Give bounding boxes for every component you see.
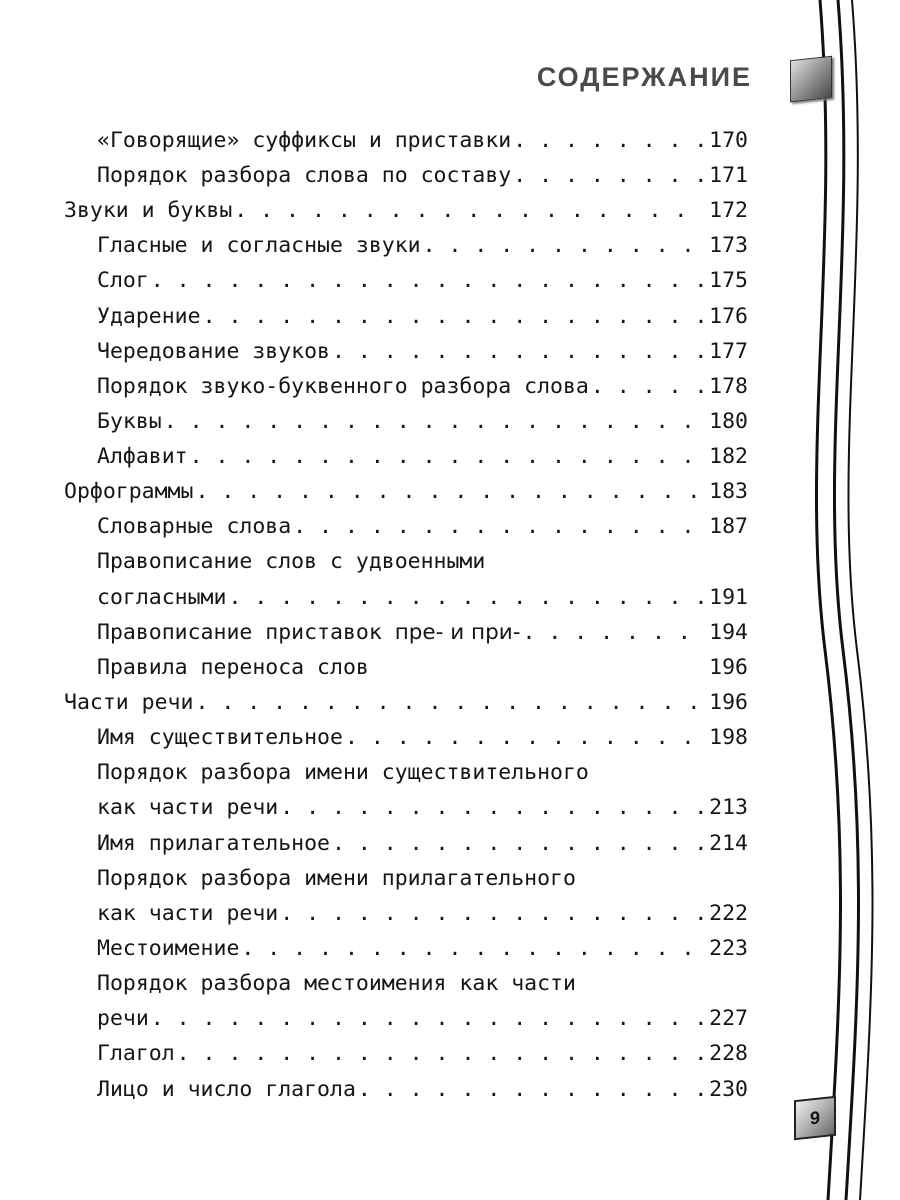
toc-entry[interactable]	[97, 225, 748, 261]
toc-entry-label-main: Правописание приставок	[97, 620, 395, 645]
toc-entry-page: 178	[709, 374, 748, 399]
toc-entry-page: 213	[709, 795, 748, 820]
toc-entry-label: согласными	[97, 585, 227, 610]
toc-entry-label: Словарные слова	[97, 514, 292, 539]
toc-entry-page: 180	[709, 409, 748, 434]
toc-entry-page: 222	[709, 901, 748, 926]
toc-entry-page: 170	[709, 128, 748, 153]
toc-entry[interactable]	[97, 296, 748, 332]
toc-entry[interactable]	[97, 366, 748, 402]
toc-entry-page: 191	[709, 585, 748, 610]
toc-entry-page: 198	[709, 725, 748, 750]
toc-entry-continued[interactable]	[97, 963, 748, 999]
toc-entry-label	[97, 618, 523, 648]
toc-entry-label: «Говорящие» суффиксы и приставки	[97, 128, 512, 153]
toc-dot-leader	[234, 196, 703, 226]
toc-entry[interactable]	[97, 647, 748, 683]
toc-dot-leader	[423, 231, 704, 261]
toc-entry-label: Лицо и число глагола	[97, 1077, 356, 1102]
toc-entry-label: Имя существительное	[97, 725, 343, 750]
toc-entry-page: 214	[709, 831, 748, 856]
toc-entry-label: Алфавит	[97, 444, 188, 469]
toc-entry-page: 182	[709, 444, 748, 469]
toc-entry-label: как части речи	[97, 901, 279, 926]
toc-dot-leader	[195, 688, 703, 718]
toc-entry-page: 223	[709, 936, 748, 961]
toc-entry[interactable]	[97, 928, 748, 964]
toc-entry-label: Порядок разбора слова по составу	[97, 163, 512, 188]
toc-entry-page: 196	[709, 655, 748, 680]
toc-entry-continued[interactable]	[97, 858, 748, 894]
toc-entry-page: 228	[709, 1041, 748, 1066]
toc-entry[interactable]	[97, 1033, 748, 1069]
toc-entry[interactable]	[97, 1069, 748, 1105]
toc-entry-label: Порядок разбора имени существительного	[97, 760, 589, 785]
toc-entry-page: 183	[709, 479, 748, 504]
toc-dot-leader	[358, 1075, 703, 1105]
toc-entry-label: Гласные и согласные звуки	[97, 233, 421, 258]
toc-entry-label: Буквы	[97, 409, 162, 434]
toc-entry-label: Части речи	[64, 690, 194, 715]
toc-entry[interactable]	[97, 717, 748, 753]
toc-entry-label: речи	[97, 1006, 149, 1031]
toc-entry[interactable]	[97, 893, 748, 929]
toc-entry-page: 187	[709, 514, 748, 539]
toc-entry-label: Порядок разбора имени прилагательного	[97, 866, 576, 891]
toc-dot-leader	[332, 337, 703, 367]
toc-dot-leader	[280, 793, 703, 823]
toc-entry[interactable]	[64, 471, 748, 507]
toc-dot-leader	[190, 442, 704, 472]
toc-entry-page: 177	[709, 339, 748, 364]
toc-dot-leader	[293, 512, 703, 542]
toc-dot-leader	[280, 899, 703, 929]
toc-entry-page: 176	[709, 304, 748, 329]
toc-entry[interactable]	[97, 577, 748, 613]
toc-dot-leader	[203, 302, 704, 332]
toc-entry-label: как части речи	[97, 795, 279, 820]
toc-entry[interactable]	[64, 682, 748, 718]
page-number-badge	[794, 1096, 836, 1140]
toc-dot-leader	[228, 583, 703, 613]
toc-entry-page: 173	[709, 233, 748, 258]
toc-dot-leader	[151, 1004, 703, 1034]
toc-entry-label: Правописание слов с удвоенными	[97, 549, 486, 574]
toc-entry-label: Глагол	[97, 1041, 175, 1066]
toc-entry-label: Правила переноса слов	[97, 655, 369, 680]
toc-dot-leader	[513, 126, 703, 156]
toc-entry-page: 194	[709, 620, 748, 645]
toc-entry-label-emphasis: пре- и при-	[394, 620, 521, 645]
toc-entry[interactable]	[97, 331, 748, 367]
toc-entry-label: Порядок звуко-буквенного разбора слова	[97, 374, 589, 399]
toc-entry[interactable]	[97, 612, 748, 648]
toc-entry-page: 230	[709, 1077, 748, 1102]
toc-entry-continued[interactable]	[97, 541, 748, 577]
toc-dot-leader	[195, 477, 703, 507]
toc-entry-continued[interactable]	[97, 752, 748, 788]
toc-dot-leader	[151, 266, 703, 296]
toc-entry-label: Местоимение	[97, 936, 240, 961]
toc-entry-label: Имя прилагательное	[97, 831, 330, 856]
toc-entry[interactable]	[97, 998, 748, 1034]
toc-dot-leader	[523, 618, 704, 648]
toc-entry[interactable]	[97, 823, 748, 859]
toc-entry-page: 227	[709, 1006, 748, 1031]
toc-dot-leader	[241, 934, 703, 964]
toc-entry[interactable]	[97, 787, 748, 823]
toc-dot-leader	[177, 1039, 703, 1069]
toc-entry-label: Чередование звуков	[97, 339, 330, 364]
toc-entry-page: 171	[709, 163, 748, 188]
toc-dot-leader	[591, 372, 703, 402]
toc-entry[interactable]	[97, 155, 748, 191]
toc-entry[interactable]	[64, 190, 748, 226]
toc-entry[interactable]	[97, 401, 748, 437]
toc-dot-leader	[513, 161, 703, 191]
toc-entry[interactable]	[97, 260, 748, 296]
toc-dot-leader	[345, 723, 703, 753]
toc-dot-leader	[332, 829, 703, 859]
toc-entry-label: Ударение	[97, 304, 201, 329]
toc-entry[interactable]	[97, 120, 748, 156]
toc-entry-label: Орфограммы	[64, 479, 194, 504]
toc-entry-label: Звуки и буквы	[64, 198, 233, 223]
toc-entry-page: 175	[709, 268, 748, 293]
toc-dot-leader	[164, 407, 703, 437]
page-number: 9	[809, 1106, 820, 1129]
toc-entry[interactable]	[97, 436, 748, 472]
page-title: СОДЕРЖАНИЕ	[536, 62, 752, 92]
toc-entry-page: 196	[709, 690, 748, 715]
toc-entry-label: Слог	[97, 268, 149, 293]
toc-entry[interactable]	[97, 506, 748, 542]
toc-entry-page: 172	[709, 198, 748, 223]
toc-entry-label: Порядок разбора местоимения как части	[97, 971, 576, 996]
